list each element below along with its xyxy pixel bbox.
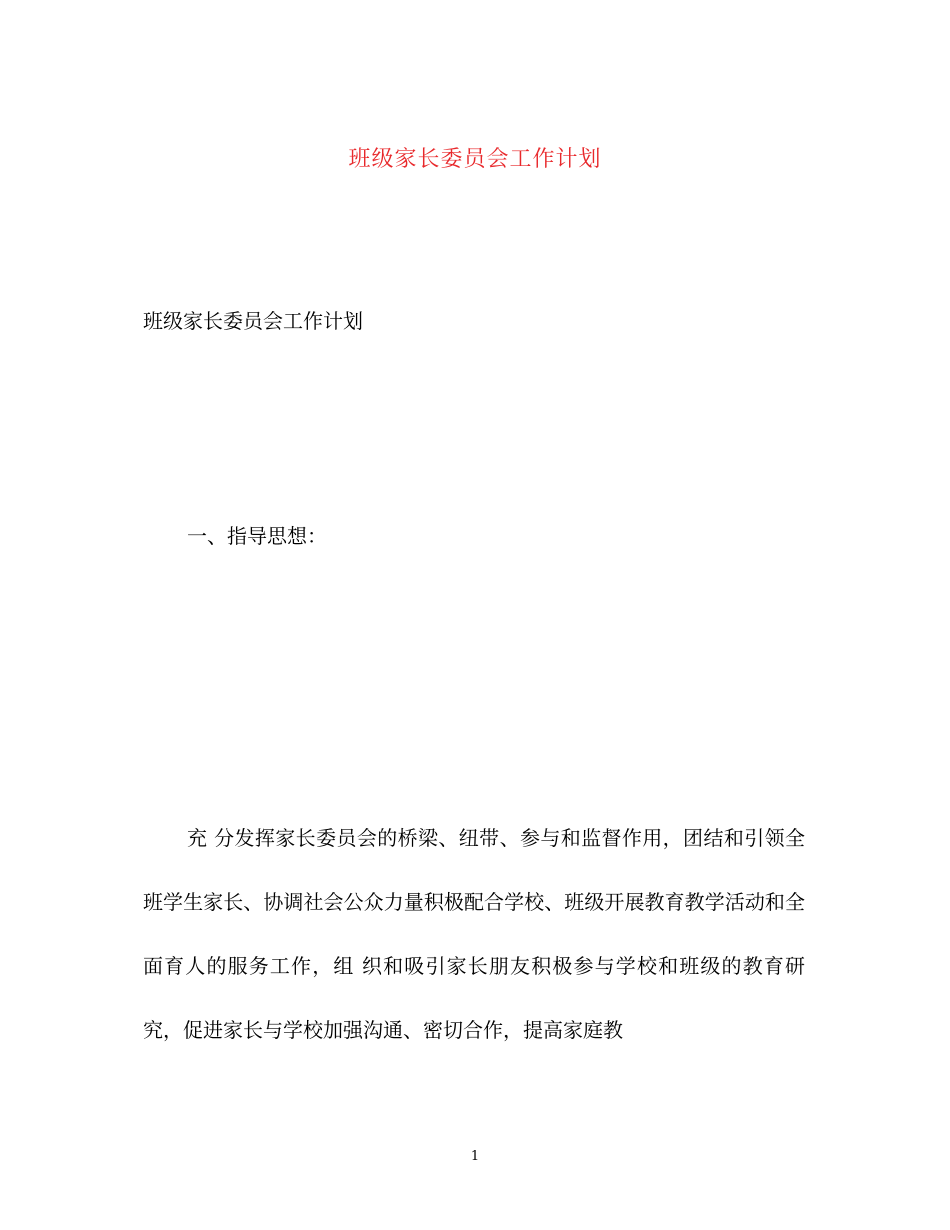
section-heading: 一、指导思想： xyxy=(187,524,327,548)
page-number: 1 xyxy=(470,1149,480,1164)
body-paragraph: 充 分发挥家长委员会的桥梁、纽带、参与和监督作用，团结和引领全班学生家长、协调社会公众力量积极配合学校、班级开展教育教学活动和全面育人的服务工作，组 织和吸引家长朋友积极参与学校和班级的教育研究，促进家长与学校加强沟通、密切合作，提高家庭教 xyxy=(143,826,805,1042)
document-title: 班级家长委员会工作计划 xyxy=(348,147,602,172)
body-text xyxy=(143,806,805,1062)
document-subtitle: 班级家长委员会工作计划 xyxy=(143,309,363,333)
